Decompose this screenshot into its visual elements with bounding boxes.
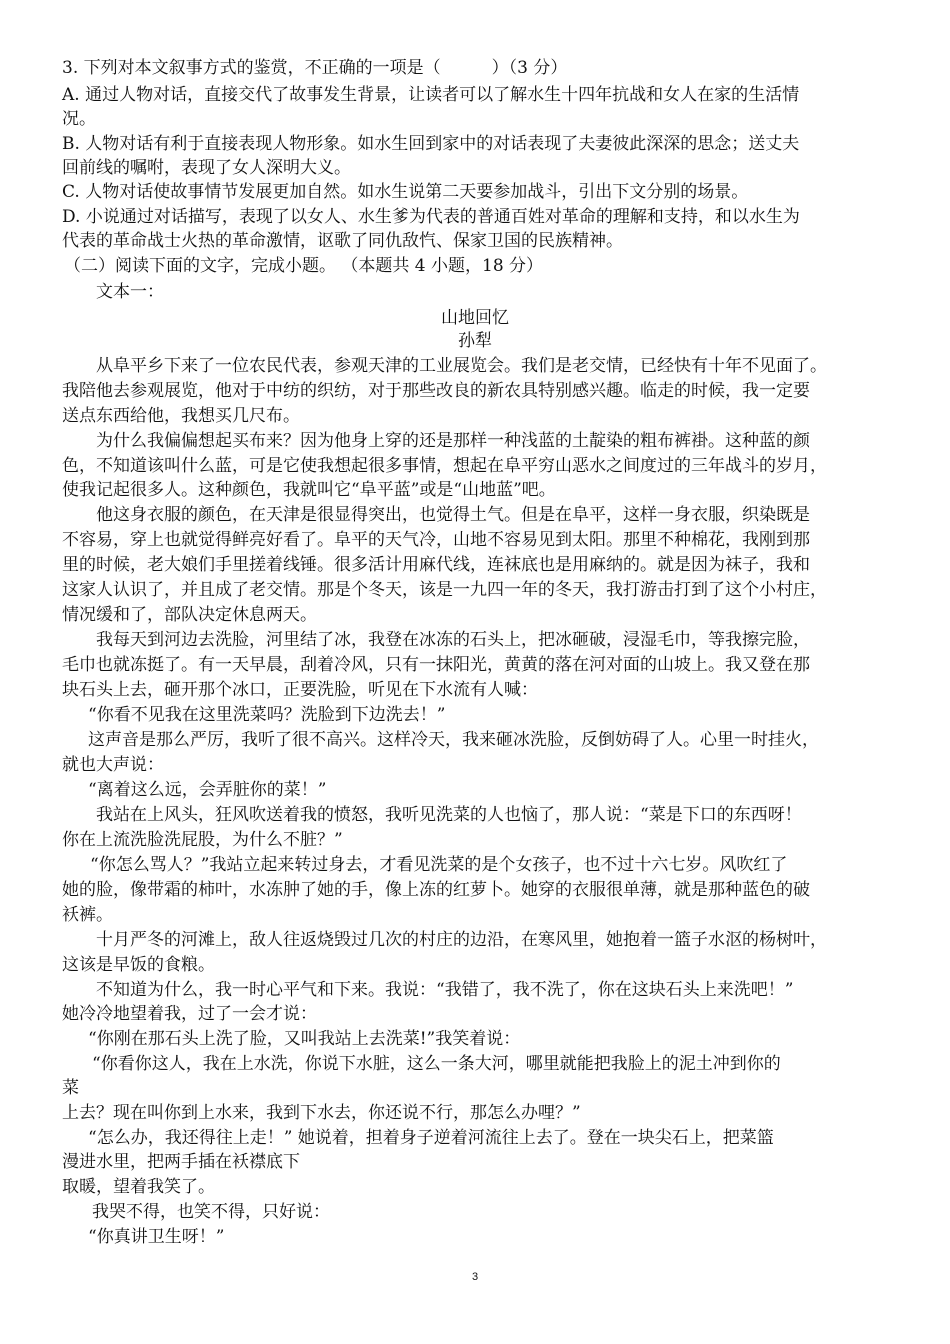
body-line-24: 十月严冬的河滩上，敌人往返烧毁过几次的村庄的边沿，在寒风里，她抱着一篮子水沤的杨树叶， (96, 930, 827, 950)
body-line-14: 块石头上去，砸开那个冰口，正要洗脸，听见在下水流有人喊： (62, 680, 538, 700)
section-2-heading: （二）阅读下面的文字，完成小题。 （本题共 4 小题，18 分） (64, 256, 544, 276)
body-line-2: 我陪他去参观展览，他对于中纺的织纺，对于那些改良的新农具特别感兴趣。临走的时候，我一定要 (62, 381, 810, 401)
body-line-17: 就也大声说： (62, 755, 164, 775)
body-line-9: 里的时候，老大娘们手里搓着线锤。很多活计用麻代线，连袜底也是用麻纳的。就是因为袜子，我和 (62, 555, 810, 575)
body-line-30: 菜 (62, 1078, 79, 1098)
body-line-7: 他这身衣服的颜色，在天津是很显得突出，也觉得土气。但是在阜平，这样一身衣服，织染既是 (96, 505, 810, 525)
body-line-19: 我站在上风头，狂风吹送着我的愤怒，我听见洗菜的人也恼了，那人说：“菜是下口的东西呀！ (96, 805, 802, 825)
page-number: 3 (471, 1271, 479, 1283)
body-line-16: 这声音是那么严厉，我听了很不高兴。这样冷天，我来砸冰洗脸，反倒妨碍了人。心里一时挂火， (88, 730, 819, 750)
article-title: 山地回忆 (441, 308, 509, 328)
option-b-line-2: 回前线的嘱咐，表现了女人深明大义。 (62, 158, 351, 178)
body-line-23: 袄裤。 (62, 905, 113, 925)
body-line-32: “怎么办，我还得往上走！” 她说着，担着身子逆着河流往上去了。登在一块尖石上，把菜篮 (88, 1128, 774, 1148)
option-b-line-1: B. 人物对话有利于直接表现人物形象。如水生回到家中的对话表现了夫妻彼此深深的思念；送丈夫 (62, 134, 800, 154)
text-one-label: 文本一： (96, 282, 164, 302)
option-c-line-1: C. 人物对话使故事情节发展更加自然。如水生说第二天要参加战斗，引出下文分别的场景。 (62, 182, 749, 202)
body-line-12: 我每天到河边去洗脸，河里结了冰，我登在冰冻的石头上，把冰砸破，浸湿毛巾，等我擦完脸， (96, 630, 810, 650)
body-line-22: 她的脸，像带霜的柿叶，水冻肿了她的手，像上冻的红萝卜。她穿的衣服很单薄，就是那种蓝色的破 (62, 880, 810, 900)
body-line-31: 上去？现在叫你到上水来，我到下水去，你还说不行，那怎么办哩？” (62, 1103, 581, 1123)
body-line-18: “离着这么远，会弄脏你的菜！” (88, 780, 327, 800)
option-a-line-1: A. 通过人物对话，直接交代了故事发生背景，让读者可以了解水生十四年抗战和女人在家的生活情 (62, 85, 800, 105)
body-line-29: “你看你这人，我在上水洗，你说下水脏，这么一条大河，哪里就能把我脸上的泥土冲到你的 (92, 1054, 781, 1074)
body-line-27: 她冷冷地望着我，过了一会才说： (62, 1004, 317, 1024)
body-line-33: 漫进水里，把两手插在袄襟底下 (62, 1152, 300, 1172)
body-line-28: “你刚在那石头上洗了脸，又叫我站上去洗菜!”我笑着说： (88, 1029, 521, 1049)
option-a-line-2: 况。 (62, 109, 96, 129)
body-line-34: 取暖，望着我笑了。 (62, 1177, 215, 1197)
body-line-25: 这该是早饭的食粮。 (62, 955, 215, 975)
body-line-36: “你真讲卫生呀！” (88, 1227, 225, 1247)
body-line-35: 我哭不得，也笑不得，只好说： (92, 1202, 330, 1222)
body-line-13: 毛巾也就冻挺了。有一天早晨，刮着冷风，只有一抹阳光，黄黄的落在河对面的山坡上。我又登在那 (62, 655, 810, 675)
body-line-20: 你在上流洗脸洗屁股，为什么不脏？” (62, 830, 343, 850)
body-line-21: “你怎么骂人？”我站立起来转过身去，才看见洗菜的是个女孩子，也不过十六七岁。风吹红了 (90, 855, 788, 875)
body-line-6: 使我记起很多人。这种颜色，我就叫它“阜平蓝”或是“山地蓝”吧。 (62, 480, 556, 500)
body-line-11: 情况缓和了，部队决定休息两天。 (62, 605, 317, 625)
body-line-10: 这家人认识了，并且成了老交情。那是个冬天，该是一九四一年的冬天，我打游击打到了这个小村庄， (62, 580, 827, 600)
body-line-3: 送点东西给他，我想买几尺布。 (62, 406, 300, 426)
body-line-5: 色，不知道该叫什么蓝，可是它使我想起很多事情，想起在阜平穷山恶水之间度过的三年战斗的岁月， (62, 456, 827, 476)
article-author: 孙犁 (458, 331, 492, 351)
body-line-1: 从阜平乡下来了一位农民代表，参观天津的工业展览会。我们是老交情，已经快有十年不见面了。 (96, 356, 827, 376)
option-d-line-2: 代表的革命战士火热的革命激情，讴歌了同仇敌忾、保家卫国的民族精神。 (62, 231, 623, 251)
body-line-8: 不容易，穿上也就觉得鲜亮好看了。阜平的天气冷，山地不容易见到太阳。那里不种棉花，我刚到那 (62, 530, 810, 550)
body-line-26: 不知道为什么，我一时心平气和下来。我说：“我错了，我不洗了，你在这块石头上来洗吧！” (96, 980, 794, 1000)
option-d-line-1: D. 小说通过对话描写，表现了以女人、水生爹为代表的普通百姓对革命的理解和支持，和以水生为 (62, 207, 800, 227)
body-line-4: 为什么我偏偏想起买布来？因为他身上穿的还是那样一种浅蓝的土靛染的粗布裤褂。这种蓝的颜 (96, 431, 810, 451)
body-line-15: “你看不见我在这里洗菜吗？洗脸到下边洗去！” (88, 705, 446, 725)
question-3-stem: 3. 下列对本文叙事方式的鉴赏，不正确的一项是（ ）（3 分） (62, 58, 568, 78)
